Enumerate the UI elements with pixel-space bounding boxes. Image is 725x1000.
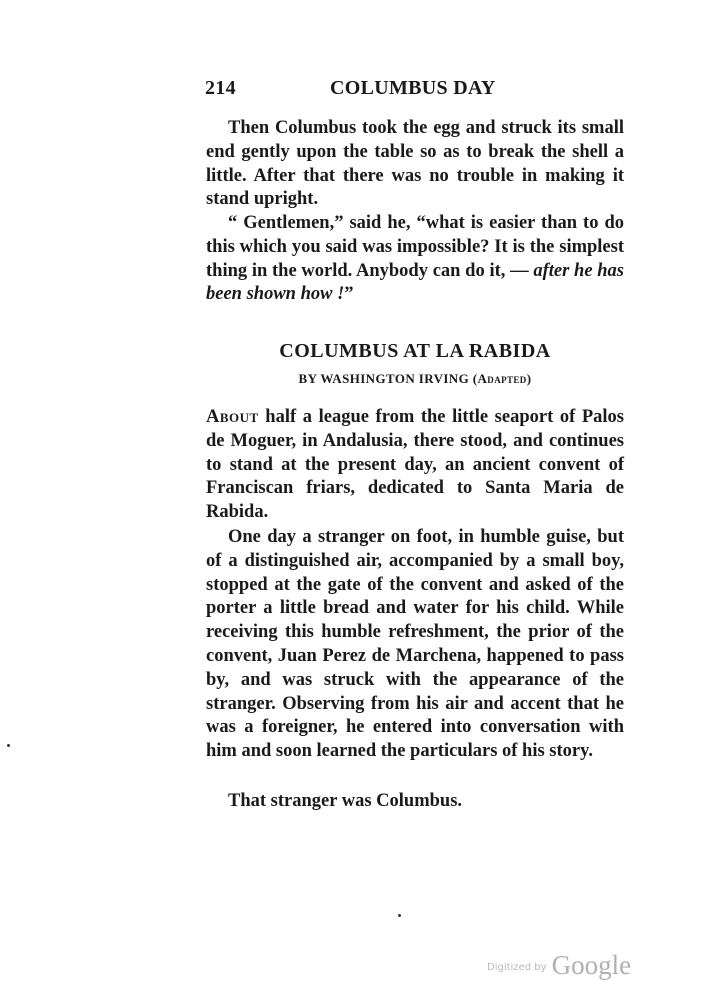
paragraph-stranger [206, 526, 624, 764]
paragraph-text [206, 212, 624, 307]
scan-speck [7, 744, 10, 747]
section-title: COLUMBUS AT LA RABIDA [279, 340, 551, 362]
paragraph-egg [206, 117, 624, 212]
digitized-watermark [487, 950, 631, 981]
watermark-prefix: Digitized by [487, 962, 547, 973]
running-head [205, 77, 515, 103]
paragraph-gentlemen [206, 212, 624, 307]
closing-quote: ” [344, 284, 354, 305]
paragraph-text: Then Columbus took the egg and struck its small end gently upon the table so as to break the shell a little. After that there was no trouble in making it stand upright. [206, 118, 624, 210]
byline [206, 371, 624, 387]
paragraph-text: That stranger was Columbus. [228, 791, 463, 811]
paragraph-body: half a league from the little seaport of Palos de Moguer, in Andalusia, there stood, and continues to stand at the present day, an ancient convent of Franciscan friars, dedicated to Santa Maria de Rabida. [206, 407, 624, 523]
scan-speck [398, 914, 401, 917]
paragraph-text: One day a stranger on foot, in humble guise, but of a distinguished air, accompanied by a small boy, stopped at the gate of the convent and asked of the porter a little bread and water for his child. While receiving this humble refreshment, the prior of the convent, Juan Perez de Marchena, happened to pass by, and was struck with the appearance of the stranger. Observing from his air and accent that he was a foreigner, he entered into conversation with him and soon learned the particulars of his story. [206, 527, 624, 762]
quote-text: “ Gentlemen,” said he, “what is easier than to do this which you said was impossible? It is the simplest thing in the world. Anybody can do it, — [206, 213, 624, 281]
opening-word: About [206, 407, 259, 427]
page-number: 214 [205, 77, 236, 99]
byline-author: BY WASHINGTON IRVING [298, 371, 470, 386]
paragraph-columbus [206, 790, 624, 814]
paragraph-convent [206, 406, 624, 525]
paragraph-text [206, 406, 624, 525]
google-logo: Google [551, 950, 632, 980]
running-title: COLUMBUS DAY [330, 77, 496, 99]
byline-note: (Adapted) [472, 371, 532, 386]
italic-emphasis: after he has been shown how ! [206, 260, 625, 305]
